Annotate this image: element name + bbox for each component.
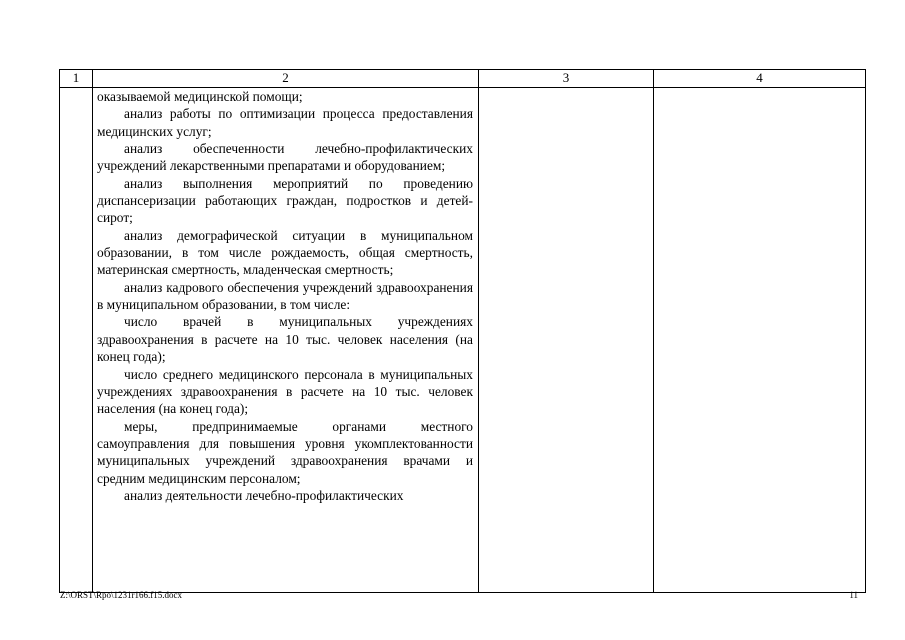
paragraph: анализ демографической ситуации в муниципальном образовании, в том числе рождаемость, общая смертность, материнская смертность, младенческая смертность; [97,227,473,278]
table-body-row [60,88,866,593]
cell-col-3 [479,88,654,593]
cell-col-1 [60,88,93,593]
paragraph: число врачей в муниципальных учреждениях здравоохранения в расчете на 10 тыс. человек населения (на конец года); [97,314,473,365]
paragraph: анализ деятельности лечебно-профилактических [124,487,404,503]
paragraph: меры, предпринимаемые органами местного самоуправления для повышения уровня укомплектованности муниципальных учреждений здравоохранения врачами и средним медицинским персоналом; [97,418,473,486]
paragraph: анализ кадрового обеспечения учреждений здравоохранения в муниципальном образовании, в том числе: [97,279,473,313]
document-table [59,69,866,593]
paragraph: оказываемой медицинской помощи; [97,89,303,104]
header-col-1: 1 [60,70,93,88]
cell-col-4 [654,88,866,593]
table-header-row [60,70,866,88]
paragraph: анализ обеспеченности лечебно-профилактических учреждений лекарственными препаратами и оборудованием; [97,141,473,174]
header-col-2: 2 [93,70,479,88]
paragraph: анализ выполнения мероприятий по проведению диспансеризации работающих граждан, подростков и детей-сирот; [97,175,473,226]
header-col-3: 3 [479,70,654,88]
cell-col-2 [93,88,479,593]
footer-file-path: Z:\ORST\Rpo\1231r166.f15.docx [60,590,182,600]
paragraph: число среднего медицинского персонала в муниципальных учреждениях здравоохранения в расчете на 10 тыс. человек населения (на конец года); [97,366,473,417]
paragraph: анализ работы по оптимизации процесса предоставления медицинских услуг; [97,106,473,139]
page-number: 11 [849,590,858,600]
header-col-4: 4 [654,70,866,88]
